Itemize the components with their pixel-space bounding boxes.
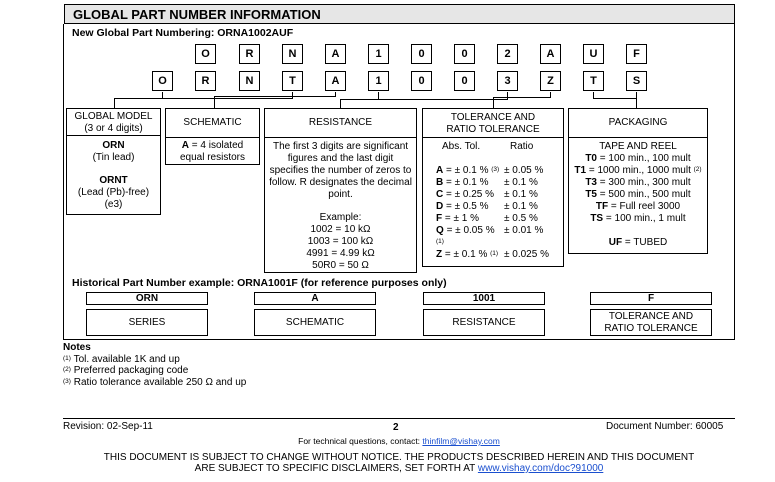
example-item: 50R0 = 50 Ω bbox=[312, 260, 369, 271]
digit-cell: O bbox=[195, 44, 216, 64]
tolerance-row: B = ± 0.1 % ± 0.1 % bbox=[436, 177, 538, 188]
digit-cell: O bbox=[152, 71, 173, 91]
digit-cell: S bbox=[626, 71, 647, 91]
historical-caption: RESISTANCE bbox=[423, 309, 545, 336]
tolerance-row: D = ± 0.5 % ± 0.1 % bbox=[436, 201, 538, 212]
digit-cell: A bbox=[325, 71, 346, 91]
historical-value: F bbox=[590, 292, 712, 305]
tolerance-box bbox=[422, 137, 564, 267]
historical-value: A bbox=[254, 292, 376, 305]
note-item: $^{(2)}$ Preferred packaging code bbox=[63, 365, 189, 376]
page-title: GLOBAL PART NUMBER INFORMATION bbox=[64, 4, 735, 24]
digit-cell: 3 bbox=[497, 71, 518, 91]
page-number: 2 bbox=[393, 422, 399, 433]
packaging-tubed: UF = TUBED bbox=[608, 237, 668, 248]
note-item: $^{(1)}$ Tol. available 1K and up bbox=[63, 353, 180, 365]
historical-caption: TOLERANCE AND RATIO TOLERANCE bbox=[590, 309, 712, 336]
note-item: $^{(3)}$ Ratio tolerance available 250 Ω and up bbox=[63, 376, 247, 388]
digit-cell: A bbox=[325, 44, 346, 64]
tolerance-row: A = ± 0.1 % $^{(3)}$ ± 0.05 % bbox=[436, 165, 544, 176]
digit-cell: 0 bbox=[454, 71, 475, 91]
digit-cell: 0 bbox=[454, 44, 475, 64]
tolerance-row: Q = ± 0.05 % $^{(1)}$ ± 0.01 % bbox=[436, 225, 544, 245]
col-abs-tol: Abs. Tol. bbox=[442, 141, 481, 152]
disclaimer-link[interactable]: www.vishay.com/doc?91000 bbox=[477, 463, 604, 474]
orn-title: ORN bbox=[102, 140, 125, 151]
contact-email-link[interactable]: thinfilm@vishay.com bbox=[422, 436, 500, 446]
example-item: 1003 = 100 kΩ bbox=[307, 236, 374, 247]
digit-cell: Z bbox=[540, 71, 561, 91]
global-model-box bbox=[66, 135, 161, 215]
contact-line: For technical questions, contact: thinfilm@vishay.com bbox=[298, 436, 500, 446]
digit-cell: N bbox=[282, 44, 303, 64]
example-item: 1002 = 10 kΩ bbox=[310, 224, 371, 235]
revision: Revision: 02-Sep-11 bbox=[63, 421, 153, 432]
frame-bottom bbox=[63, 339, 735, 340]
digit-cell: R bbox=[239, 44, 260, 64]
packaging-row: TS = 100 min., 1 mult bbox=[590, 213, 686, 224]
historical-caption: SCHEMATIC bbox=[254, 309, 376, 336]
col-ratio: Ratio bbox=[510, 141, 534, 152]
tolerance-row: Z = ± 0.1 % $^{(1)}$ ± 0.025 % bbox=[436, 249, 549, 260]
orn-desc: (Tin lead) bbox=[92, 152, 135, 163]
packaging-box bbox=[568, 137, 708, 254]
example-label: Example: bbox=[319, 212, 362, 223]
notes bbox=[63, 342, 246, 388]
tolerance-row: C = ± 0.25 % ± 0.1 % bbox=[436, 189, 538, 200]
packaging-row: TF = Full reel 3000 bbox=[595, 201, 681, 212]
ornt-desc: (Lead (Pb)-free) (e3) bbox=[77, 187, 150, 210]
digit-cell: 0 bbox=[411, 71, 432, 91]
digit-cell: 1 bbox=[368, 44, 389, 64]
tolerance-row: F = ± 1 % ± 0.5 % bbox=[436, 213, 538, 224]
digit-cell: F bbox=[626, 44, 647, 64]
footer-rule bbox=[63, 418, 735, 419]
packaging-row: T3 = 300 min., 300 mult bbox=[585, 177, 691, 188]
new-numbering-label: New Global Part Numbering: ORNA1002AUF bbox=[72, 27, 294, 39]
digit-cell: 0 bbox=[411, 44, 432, 64]
packaging-sub: TAPE AND REEL bbox=[599, 141, 677, 152]
digit-cell: 2 bbox=[497, 44, 518, 64]
resistance-box bbox=[264, 137, 417, 273]
tolerance-header: TOLERANCE AND RATIO TOLERANCE bbox=[422, 108, 564, 138]
digit-cell: T bbox=[282, 71, 303, 91]
digit-cell: N bbox=[239, 71, 260, 91]
digit-cell: T bbox=[583, 71, 604, 91]
digit-cell: R bbox=[195, 71, 216, 91]
historical-caption: SERIES bbox=[86, 309, 208, 336]
frame-right bbox=[734, 24, 735, 340]
document-number: Document Number: 60005 bbox=[606, 421, 724, 432]
schematic-header: SCHEMATIC bbox=[165, 108, 260, 138]
schematic-box bbox=[165, 137, 260, 165]
packaging-row: T0 = 100 min., 100 mult bbox=[585, 153, 691, 164]
packaging-row: T1 = 1000 min., 1000 mult $^{(2)}$ bbox=[574, 165, 702, 176]
packaging-header: PACKAGING bbox=[568, 108, 708, 138]
disclaimer: THIS DOCUMENT IS SUBJECT TO CHANGE WITHOUT NOTICE. THE PRODUCTS DESCRIBED HEREIN AND THIS DOCUMENT ARE SUBJECT TO SPECIFIC DISCLAIMERS, SET FORTH AT www.vishay.com/doc?91000 bbox=[103, 452, 695, 474]
ornt-title: ORNT bbox=[99, 175, 128, 186]
digit-cell: U bbox=[583, 44, 604, 64]
digit-cell: 1 bbox=[368, 71, 389, 91]
schematic-desc: = 4 isolated equal resistors bbox=[179, 140, 246, 163]
historical-label: Historical Part Number example: ORNA1001F (for reference purposes only) bbox=[72, 277, 447, 289]
packaging-row: T5 = 500 min., 500 mult bbox=[585, 189, 691, 200]
resistance-desc: The first 3 digits are significant figures and the last digit specifies the number of zeros to follow. R designates the decimal point. bbox=[269, 141, 412, 200]
resistance-header: RESISTANCE bbox=[264, 108, 417, 138]
notes-title: Notes bbox=[63, 342, 91, 353]
historical-value: 1001 bbox=[423, 292, 545, 305]
historical-value: ORN bbox=[86, 292, 208, 305]
frame-left bbox=[63, 24, 64, 340]
global-model-header: GLOBAL MODEL (3 or 4 digits) bbox=[66, 108, 161, 136]
digit-cell: A bbox=[540, 44, 561, 64]
example-item: 4991 = 4.99 kΩ bbox=[306, 248, 375, 259]
schematic-code: A bbox=[181, 140, 189, 151]
